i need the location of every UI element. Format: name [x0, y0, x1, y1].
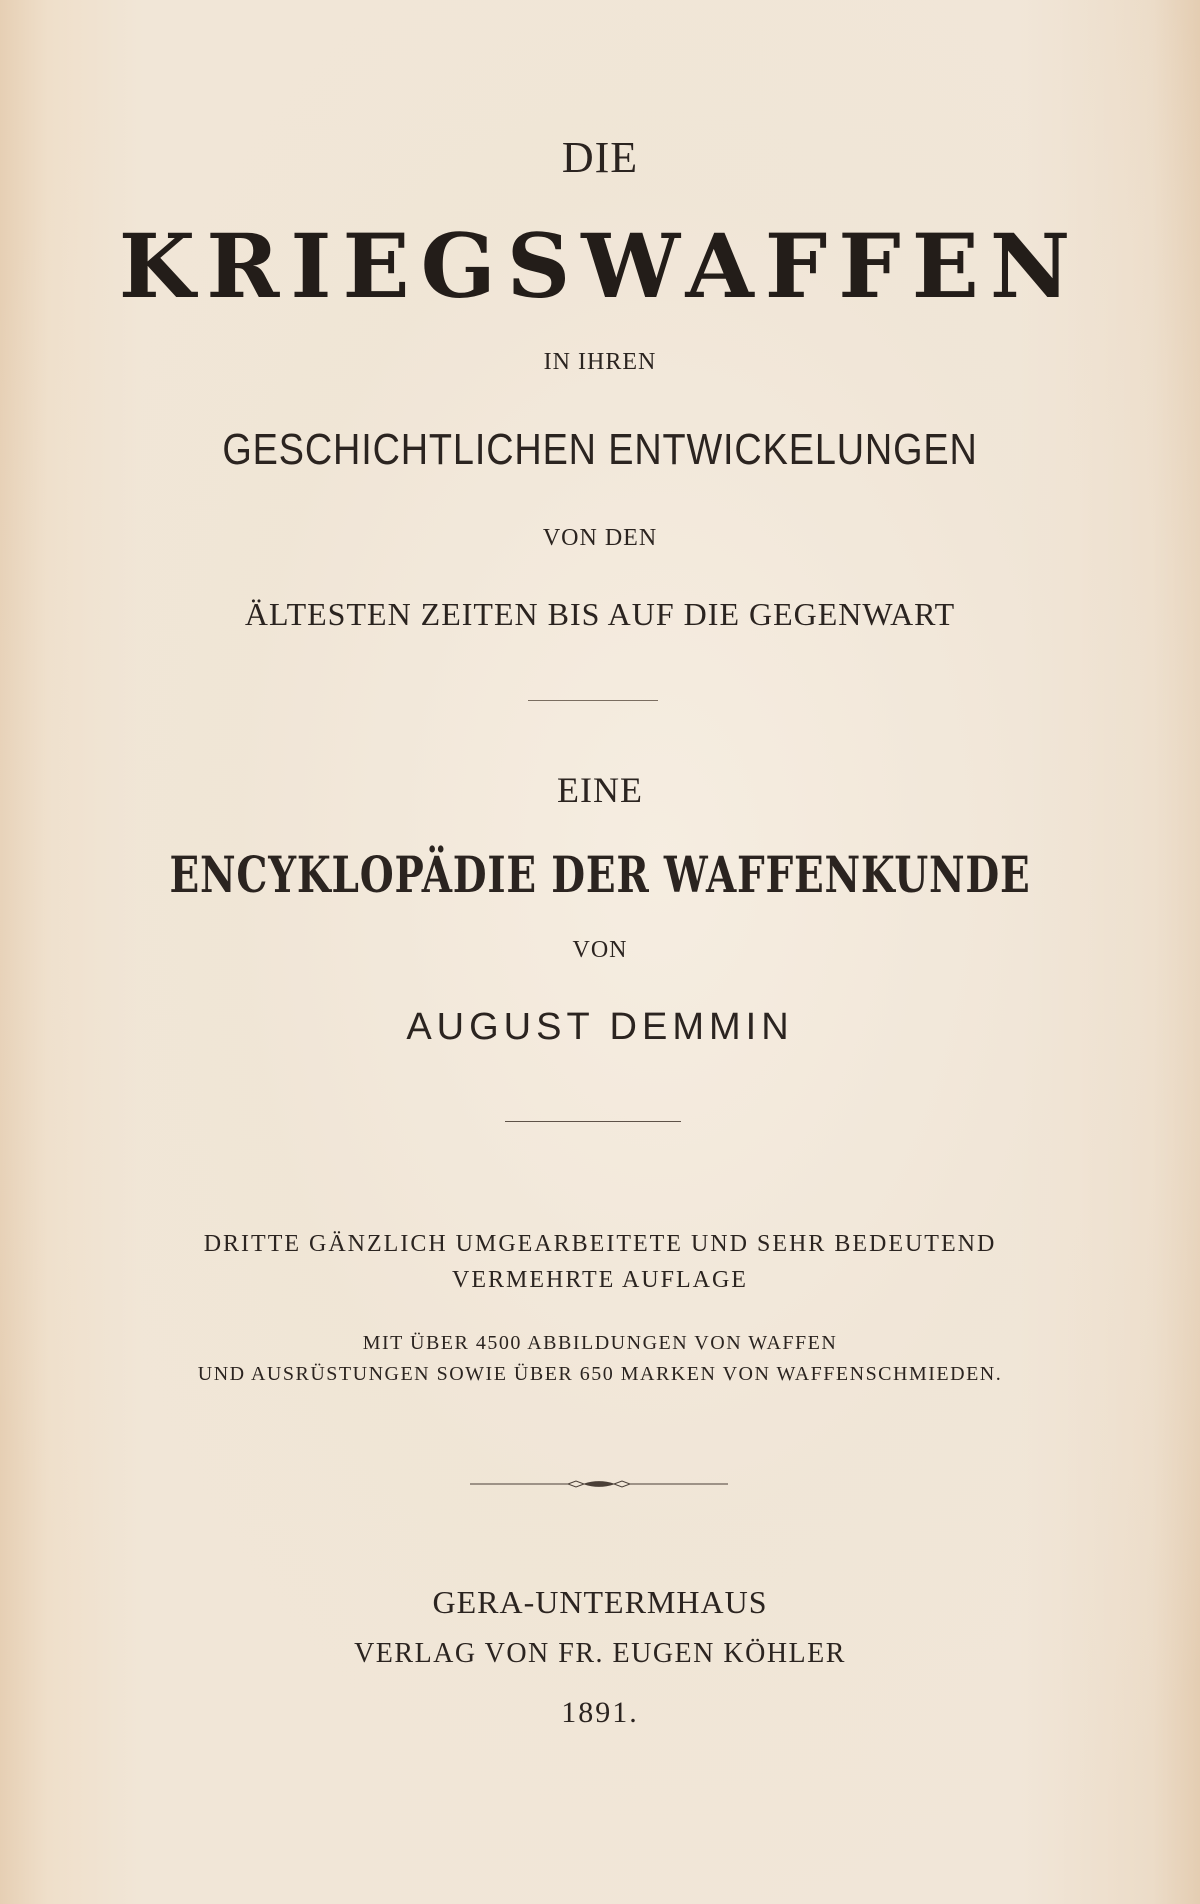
encyclopedia-article: EINE — [557, 770, 643, 810]
subtitle: GESCHICHTLICHEN ENTWICKELUNGEN — [222, 425, 978, 474]
publication-year: 1891. — [561, 1696, 639, 1729]
title-article: DIE — [561, 133, 639, 182]
author-connector-von: VON — [572, 937, 628, 963]
main-title: KRIEGSWAFFEN — [118, 214, 1082, 318]
title-connector-von-den: VON DEN — [542, 525, 658, 551]
illustrations-line-2: UND AUSRÜSTUNGEN SOWIE ÜBER 650 MARKEN VON WAFFENSCHMIEDEN. — [197, 1363, 1003, 1385]
divider-rule-middle — [505, 1121, 681, 1122]
illustrations-line-1: MIT ÜBER 4500 ABBILDUNGEN VON WAFFEN — [362, 1332, 838, 1354]
ornament-divider-icon — [470, 1478, 728, 1490]
edition-line-1: DRITTE GÄNZLICH UMGEARBEITETE UND SEHR BEDEUTEND — [203, 1231, 997, 1257]
publication-place: GERA-UNTERMHAUS — [432, 1584, 768, 1620]
author-name: AUGUST DEMMIN — [406, 1006, 794, 1048]
publisher: VERLAG VON FR. EUGEN KÖHLER — [354, 1638, 846, 1669]
period-line: ÄLTESTEN ZEITEN BIS AUF DIE GEGENWART — [244, 596, 956, 632]
divider-rule-top — [528, 700, 658, 701]
edition-line-2: VERMEHRTE AUFLAGE — [452, 1267, 748, 1293]
encyclopedia-title: ENCYKLOPÄDIE DER WAFFENKUNDE — [169, 845, 1031, 904]
title-connector-in-ihren: IN IHREN — [543, 349, 657, 375]
